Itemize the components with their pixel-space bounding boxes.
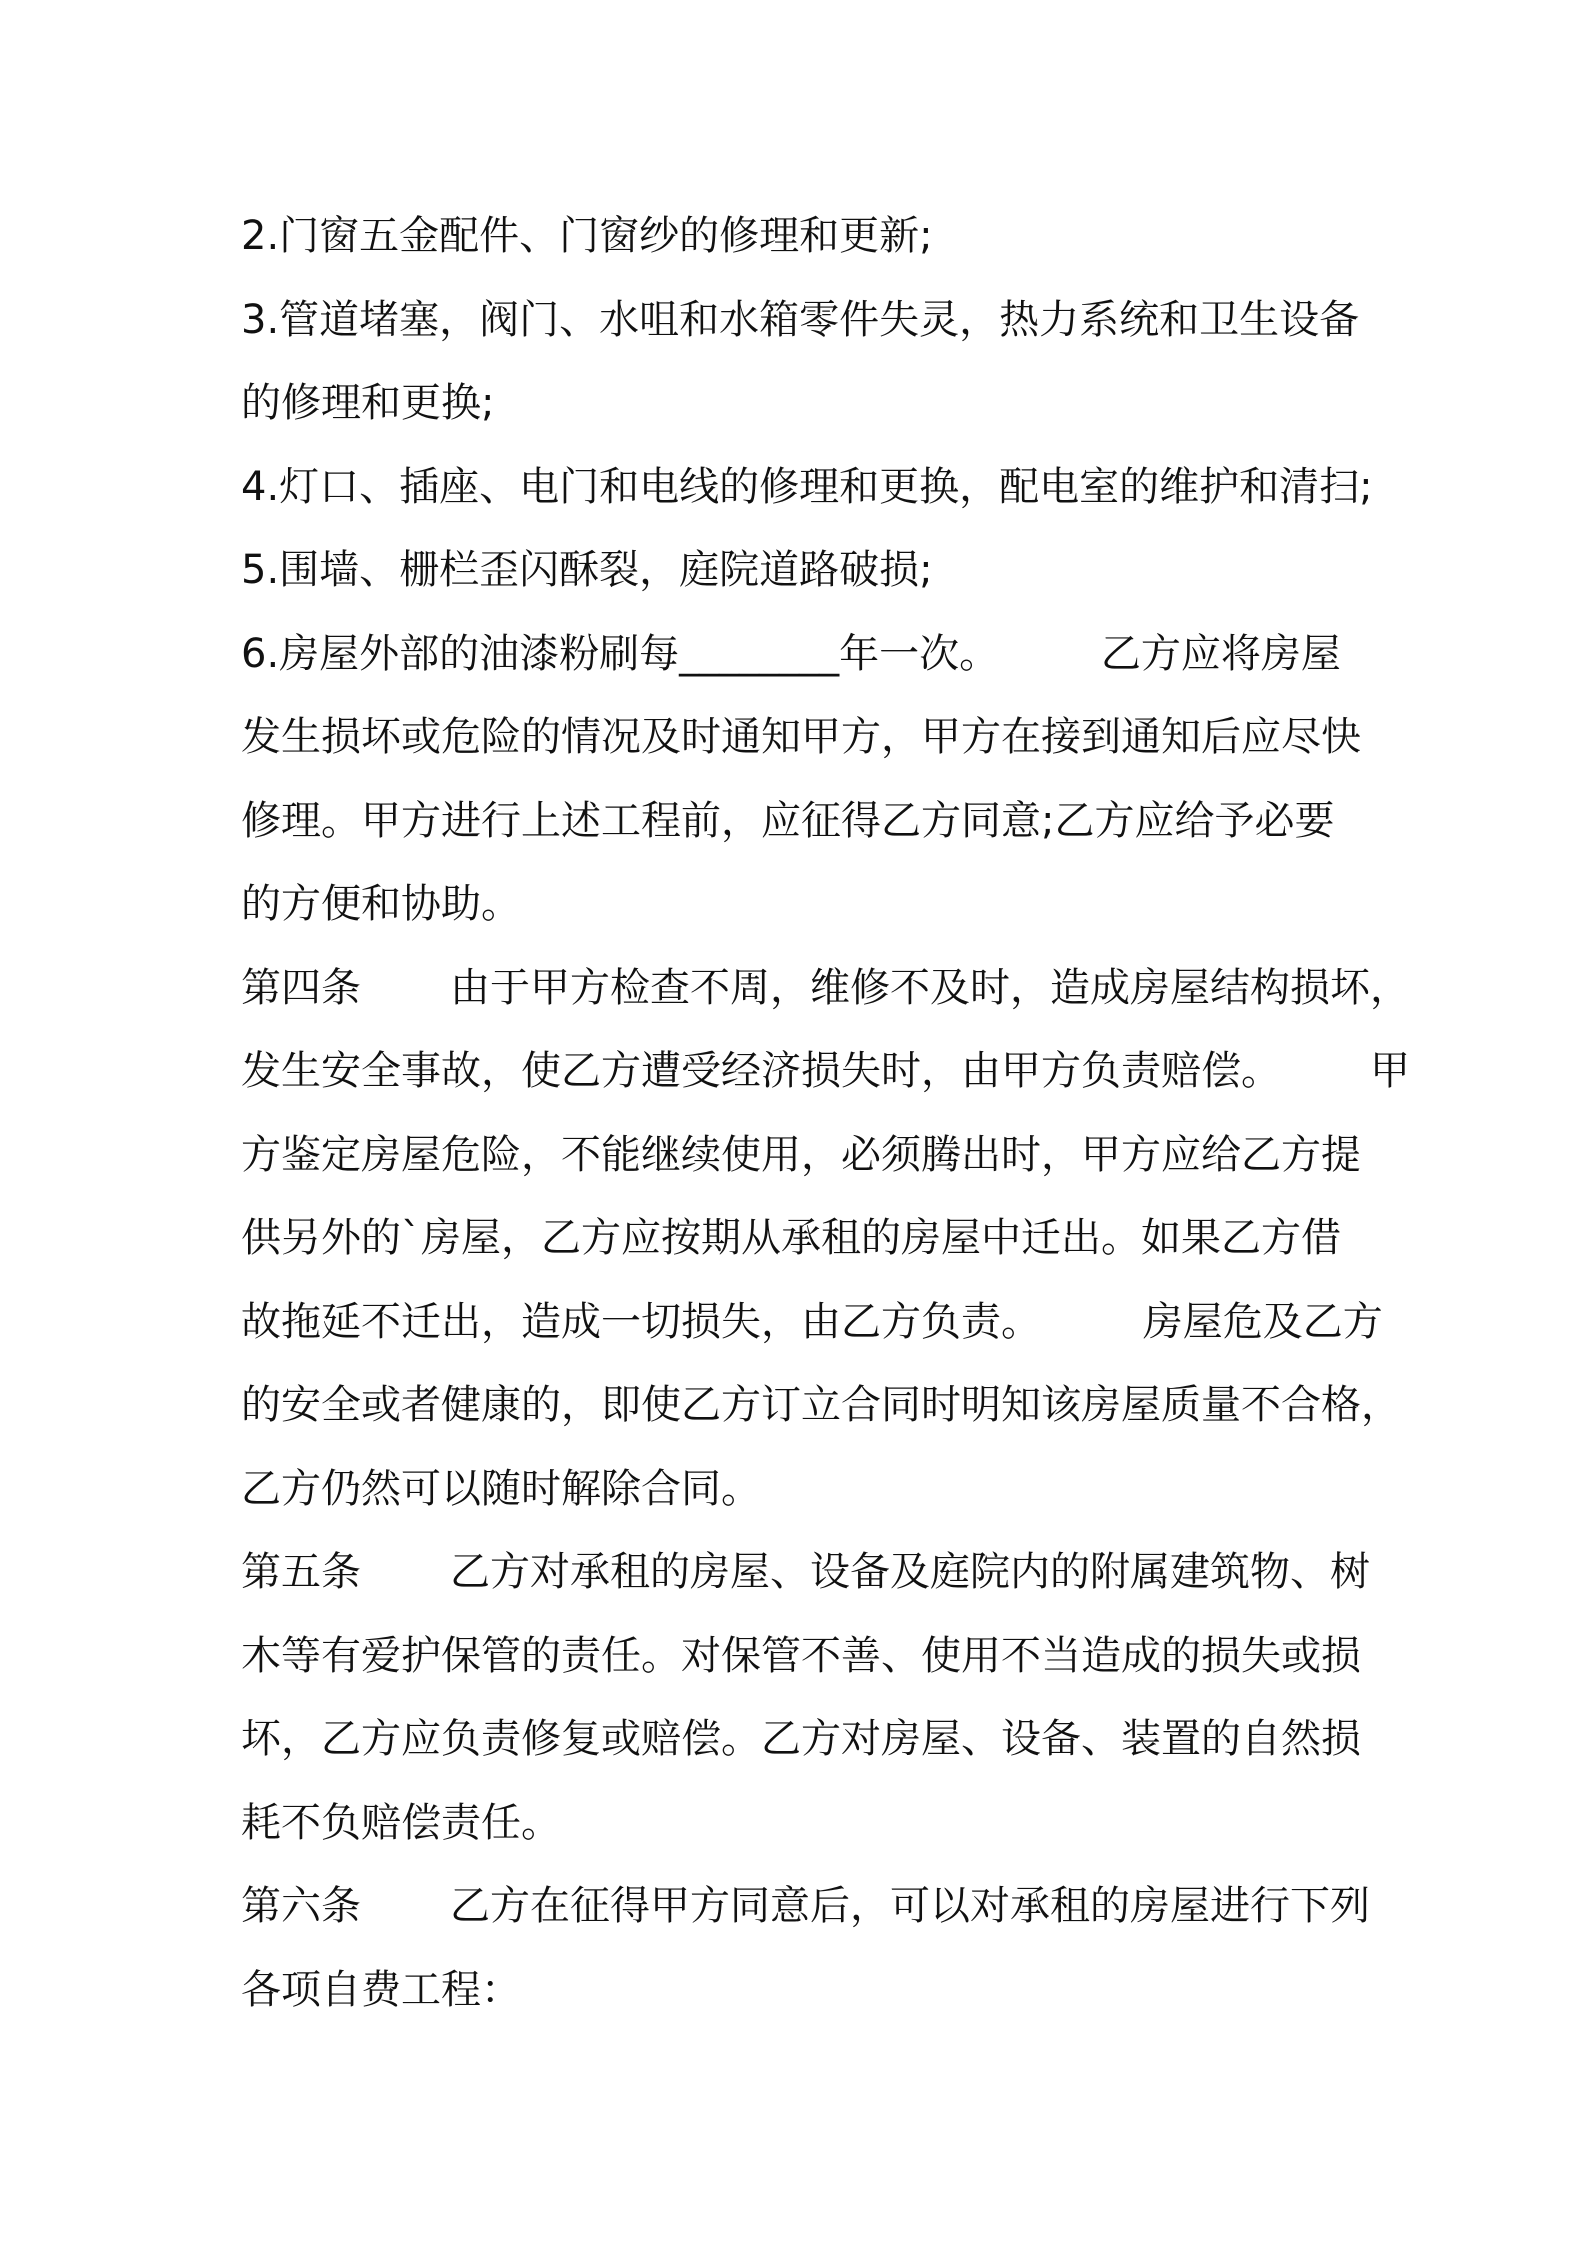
text-line: 的修理和更换; [241, 380, 495, 426]
text-line: 发生损坏或危险的情况及时通知甲方，甲方在接到通知后应尽快 [241, 714, 1361, 760]
text-line: 乙方仍然可以随时解除合同。 [241, 1465, 761, 1512]
text-line: 方鉴定房屋危险，不能继续使用，必须腾出时，甲方应给乙方提 [241, 1131, 1361, 1178]
text-line: 发生安全事故，使乙方遭受经济损失时，由甲方负责赔偿。 甲 [241, 1048, 1411, 1094]
text-line: 第六条 乙方在征得甲方同意后，可以对承租的房屋进行下列 [241, 1883, 1371, 1929]
text-line: 3.管道堵塞，阀门、水咀和水箱零件失灵，热力系统和卫生设备 [241, 296, 1360, 343]
text-line: 第四条 由于甲方检查不周，维修不及时，造成房屋结构损坏， [241, 964, 1411, 1011]
text-line: 的方便和协助。 [241, 881, 521, 927]
text-line: 供另外的`房屋，乙方应按期从承租的房屋中迁出。如果乙方借 [241, 1215, 1341, 1261]
text-line: 6.房屋外部的油漆粉刷每________年一次。 乙方应将房屋 [241, 630, 1341, 677]
text-line: 各项自费工程： [241, 1966, 521, 2013]
text-line: 故拖延不迁出，造成一切损失，由乙方负责。 房屋危及乙方 [241, 1298, 1383, 1345]
text-line: 2.门窗五金配件、门窗纱的修理和更新; [241, 213, 933, 259]
text-line: 修理。甲方进行上述工程前，应征得乙方同意;乙方应给予必要 [241, 797, 1335, 844]
text-line: 4.灯口、插座、电门和电线的修理和更换，配电室的维护和清扫; [241, 463, 1373, 510]
text-line: 耗不负赔偿责任。 [241, 1799, 561, 1846]
text-line: 木等有爱护保管的责任。对保管不善、使用不当造成的损失或损 [241, 1632, 1361, 1679]
text-line: 的安全或者健康的，即使乙方订立合同时明知该房屋质量不合格， [241, 1382, 1401, 1428]
text-line: 5.围墙、栅栏歪闪酥裂，庭院道路破损; [241, 547, 933, 593]
text-line: 坏，乙方应负责修复或赔偿。乙方对房屋、设备、装置的自然损 [241, 1716, 1361, 1762]
document-body [241, 195, 1411, 2032]
text-line: 第五条 乙方对承租的房屋、设备及庭院内的附属建筑物、树 [241, 1549, 1371, 1595]
